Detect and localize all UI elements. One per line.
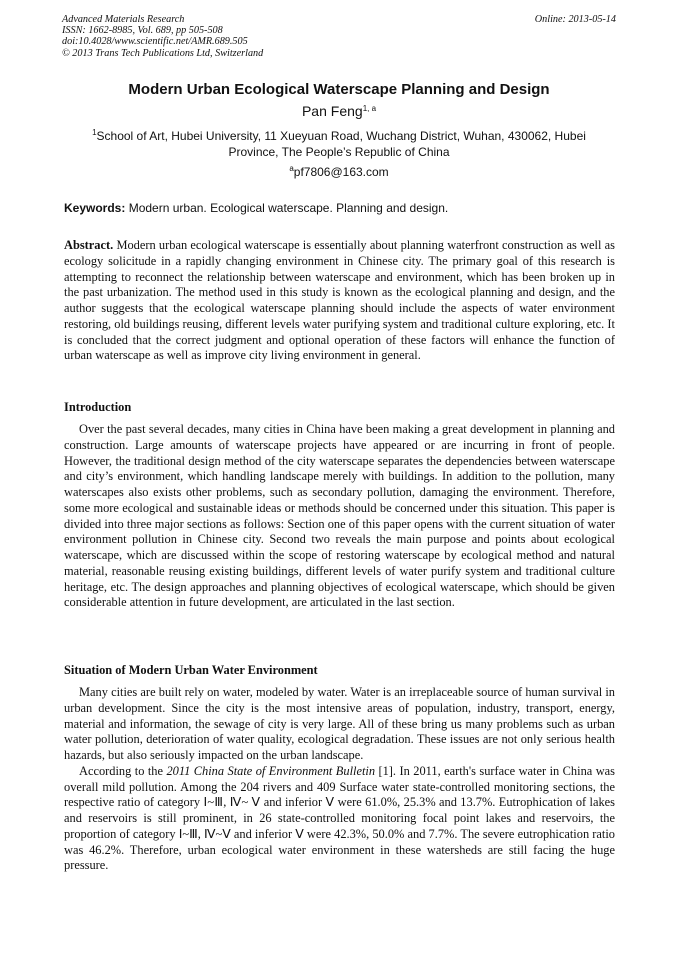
author-name: Pan Feng (301, 103, 363, 119)
affiliation-mark: 1 (92, 128, 97, 137)
abstract-text: Modern urban ecological waterscape is essentially about planning waterfront construction as well as ecology solicitude in a rapidly changing environment in Chinese city. The primary goal of this research is attempting to reconnect the relationship between waterscape and environment, which has been broken up in the past urbanization. The method used in this study is known as the ecological planning and design, and the author suggests that the ecological waterscape planning should include the aspects of water environment restoring, old buildings reusing, different levels water purifying system and traditional culture exploring, etc. It is concluded that the correct judgment and optional operation of these factors will enhance the function of urban waterscape as well as improve city living environment in general. (64, 238, 615, 363)
paragraph: Over the past several decades, many cities in China have been making a great development in planning and construction. Large amounts of waterscape projects have appeared or are incurring in front of people. However, the traditional design method of the city waterscape separates the dependencies between waterscape and city’s environment, which handling landscape merely with buildings. In addition to the pollution, many waterscapes also exists other problems, such as secondary pollution, damaging the environment. Therefore, some more ecological and sustainable ideas or methods should be concerned under this situation. This paper is divided into three major sections as follows: Section one of this paper opens with the current situation of water environment pollution in Chinese city. Second two reveals the main purpose and points about ecological waterscape, which are discussed within the scope of restoring waterscape by ecological method and natural material, reasonable reusing existing buildings, different levels of water purify system and traditional culture heritage, etc. The design approaches and planning objectives of ecological waterscape, which should be given considerable attention in future development, are articulated in the last section. (64, 422, 615, 610)
keywords-text: Modern urban. Ecological waterscape. Planning and design. (128, 201, 449, 215)
water-environment-body (64, 685, 615, 874)
journal-name: Advanced Materials Research (62, 14, 185, 25)
author-line (62, 103, 616, 120)
introduction-body (64, 422, 615, 611)
keywords (64, 201, 616, 216)
bulletin-title: 2011 China State of Environment Bulletin (166, 763, 376, 778)
journal-doi: doi:10.4028/www.scientific.net/AMR.689.505 (62, 36, 248, 48)
keywords-label: Keywords: (64, 201, 126, 215)
text-run: [1]. In 2011, earth's surface water in China was overall mild pollution. Among the 204 rivers and 409 Surface water state-controlled monitoring sections, the respective ratio of category Ⅰ~Ⅲ, Ⅳ~ Ⅴ and inferior Ⅴ were 61.0%, 25.3% and 13.7%. Eutrophication of lakes and reservoirs is still prominent, in 26 state-controlled monitoring focal point lakes and reservoirs, the proportion of category Ⅰ~Ⅲ, Ⅳ~Ⅴ and inferior Ⅴ were 42.3%, 50.0% and 7.7%. The severe eutrophication ratio was 46.2%. Therefore, urban ecological water environment in these watersheds are still facing the huge pressure. (64, 763, 615, 873)
text-run: According to the (79, 763, 167, 778)
section-title-water-environment: Situation of Modern Urban Water Environment (64, 663, 318, 677)
abstract-label: Abstract. (64, 238, 114, 252)
affiliation (74, 129, 604, 160)
paper-title: Modern Urban Ecological Waterscape Planning and Design (128, 81, 550, 98)
abstract (64, 238, 615, 364)
author-marks: 1, a (362, 104, 377, 113)
paragraph (64, 764, 615, 874)
journal-issn: ISSN: 1662-8985, Vol. 689, pp 505-508 (62, 25, 223, 37)
author-email: pf7806@163.com (293, 165, 389, 179)
affiliation-text: School of Art, Hubei University, 11 Xueyuan Road, Wuchang District, Wuhan, 430062, Hubei Province, The People’s Republic of China (96, 129, 586, 159)
paragraph: Many cities are built rely on water, modeled by water. Water is an irreplaceable source of human survival in urban development. Since the city is the most intensive areas of population, industry, transport, energy, material and information, the sewage of city is very large. All of these bring us many problems such as urban water pollution, deterioration of water quality, ecological degradation. These issues are not only serious health hazards, but also seriously impacted on the urban landscape. (64, 685, 615, 762)
online-date: Online: 2013-05-14 (534, 14, 616, 25)
section-title-introduction: Introduction (64, 400, 132, 414)
email-line (62, 165, 616, 180)
journal-copyright: © 2013 Trans Tech Publications Ltd, Switzerland (62, 47, 264, 59)
journal-header (62, 14, 616, 59)
email-mark: a (289, 164, 294, 173)
